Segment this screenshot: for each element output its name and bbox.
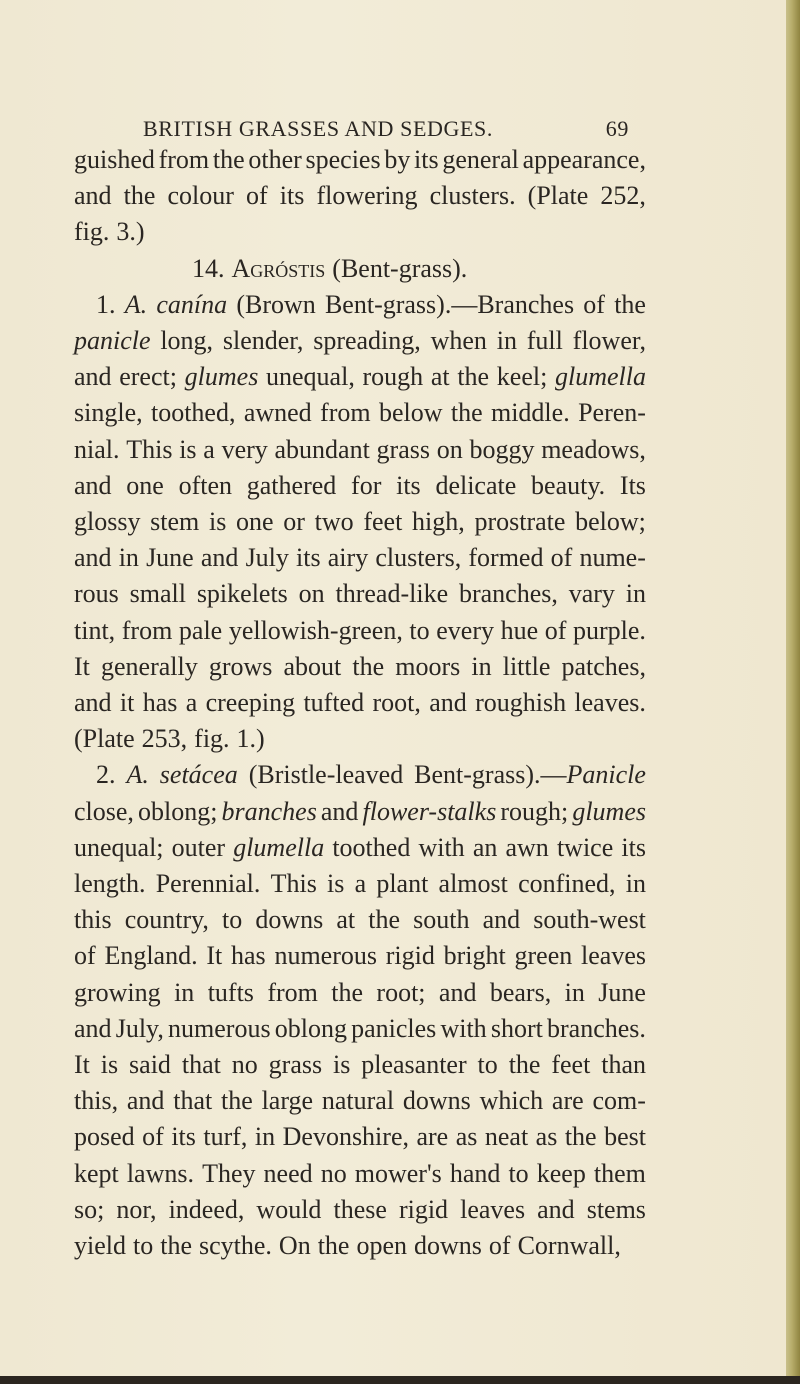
body-text	[74, 142, 646, 1264]
text-line: of England. It has numerous rigid bright green leaves	[74, 941, 646, 971]
text-line: It is said that no grass is pleasanter to the feet than	[74, 1050, 646, 1080]
text-line: and one often gathered for its delicate beauty. Its	[74, 470, 646, 500]
text-line: close, oblong; branches and flower-stalks rough; glumes	[74, 796, 646, 826]
running-title: BRITISH GRASSES AND SEDGES.	[143, 116, 493, 141]
page-number: 69	[605, 116, 629, 141]
text-line: length. Perennial. This is a plant almost confined, in	[74, 869, 646, 899]
text-line: posed of its turf, in Devonshire, are as neat as the best	[74, 1122, 646, 1152]
text-line: and July, numerous oblong panicles with short branches.	[74, 1013, 646, 1043]
text-line: growing in tufts from the root; and bears, in June	[74, 977, 646, 1007]
text-line: unequal; outer glumella toothed with an awn twice its	[74, 832, 646, 862]
text-line: nial. This is a very abundant grass on boggy meadows,	[74, 434, 646, 464]
text-line: yield to the scythe. On the open downs of Cornwall,	[74, 1231, 621, 1261]
text-line: glossy stem is one or two feet high, prostrate below;	[74, 507, 646, 537]
text-line: 2. A. setácea (Bristle-leaved Bent-grass).—Panicle	[96, 760, 646, 790]
text-line: and the colour of its flowering clusters. (Plate 252,	[74, 181, 646, 211]
text-line: (Plate 253, fig. 1.)	[74, 724, 265, 754]
text-line: 14. Agróstis (Bent-grass).	[192, 253, 468, 283]
text-line: It generally grows about the moors in little patches,	[74, 651, 646, 681]
text-line: tint, from pale yellowish-green, to every hue of purple.	[74, 615, 646, 645]
text-line: and in June and July its airy clusters, formed of nume-	[74, 543, 646, 573]
text-line: this country, to downs at the south and south-west	[74, 905, 646, 935]
text-line: rous small spikelets on thread-like branches, vary in	[74, 579, 646, 609]
page-bottom-edge	[0, 1376, 800, 1384]
text-line: so; nor, indeed, would these rigid leaves and stems	[74, 1194, 646, 1224]
text-line: this, and that the large natural downs which are com-	[74, 1086, 646, 1116]
text-line: and it has a creeping tufted root, and roughish leaves.	[74, 688, 646, 718]
text-line: 1. A. canína (Brown Bent-grass).—Branches of the	[96, 289, 646, 319]
text-line: guished from the other species by its general appearance,	[74, 145, 646, 174]
page-edge	[786, 0, 800, 1384]
text-line: fig. 3.)	[74, 217, 145, 247]
text-line: kept lawns. They need no mower's hand to keep them	[74, 1158, 646, 1188]
text-line: and erect; glumes unequal, rough at the keel; glumella	[74, 362, 646, 392]
text-line: panicle long, slender, spreading, when in full flower,	[74, 326, 646, 356]
text-line: single, toothed, awned from below the middle. Peren-	[74, 398, 646, 428]
